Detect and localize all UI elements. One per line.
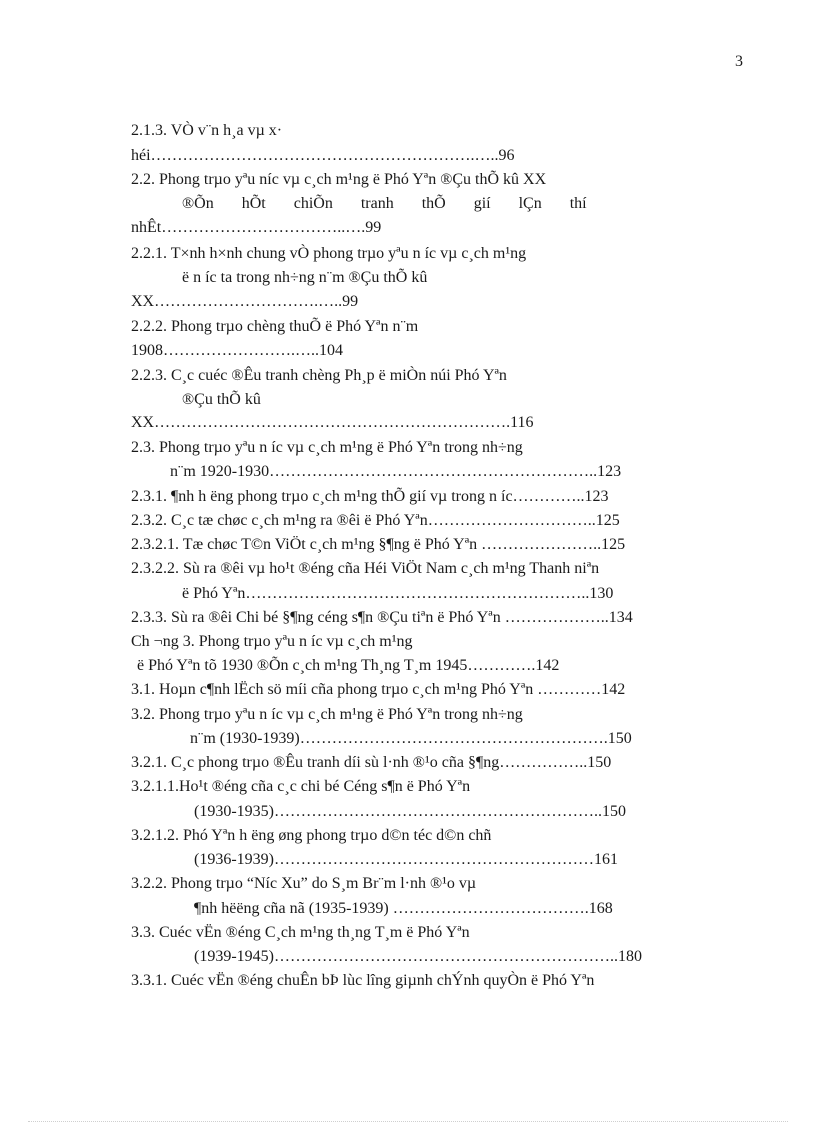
toc-line: héi…………………………………………………….…..96 [131,147,515,164]
toc-line: XX………………………….…..99 [131,293,359,310]
toc-line: 3.2.1.2. Phó Yªn h ëng øng phong trµo d©n téc d©n chñ [131,827,492,844]
toc-line: 3.3.1. Cuéc vËn ®éng chuÊn bÞ lùc lîng giµnh chÝnh quyÒn ë Phó Yªn [131,972,595,989]
toc-line: ë n íc ta trong nh÷ng n¨m ®Çu thÕ kû [182,269,428,286]
toc-line: 3.2.1.1.Ho¹t ®éng cña c¸c chi bé Céng s¶n ë Phó Yªn [131,778,471,795]
toc-line: 2.3.2.2. Sù ra ®êi vµ ho¹t ®éng cña Héi ViÖt Nam c¸ch m¹ng Thanh niªn [131,560,600,577]
toc-line: ë Phó Yªn tõ 1930 ®Õn c¸ch m¹ng Th¸ng T¸m 1945………….142 [137,657,560,674]
toc-line: 3.2. Phong trµo yªu n íc vµ c¸ch m¹ng ë Phó Yªn trong nh÷ng [131,706,523,723]
toc-line: 3.3. Cuéc vËn ®éng C¸ch m¹ng th¸ng T¸m ë Phó Yªn [131,924,470,941]
toc-line: 2.1.3. VÒ v¨n h¸a vµ x· [131,122,283,139]
toc-line: ë Phó Yªn………………………………………………………..130 [182,585,614,602]
toc-line: 2.3.2. C¸c tæ chøc c¸ch m¹ng ra ®êi ë Phó Yªn…………………………..125 [131,512,620,529]
toc-line: n¨m 1920-1930……………………………………………………..123 [170,463,622,480]
toc-line: nhÊt……………………………..….99 [131,219,382,236]
toc-line: 2.2.3. C¸c cuéc ®Êu tranh chèng Ph¸p ë miÒn núi Phó Yªn [131,367,507,384]
toc-line: 2.2.2. Phong trµo chèng thuÕ ë Phó Yªn n¨m [131,318,419,335]
toc-line: 3.2.2. Phong trµo “Níc Xu” do S¸m Br¨m l·nh ®¹o vµ [131,875,477,892]
toc-line: ¶nh hëëng cña nã (1935-1939) ……………………………….168 [194,900,613,917]
page-bottom-border [28,1121,788,1122]
toc-line: ®Õn hÕt chiÕn tranh thÕ gií lÇn thí [182,195,587,212]
toc-line: (1939-1945)………………………………………………………..180 [194,948,642,965]
toc-line: 2.3.2.1. Tæ chøc T©n ViÖt c¸ch m¹ng §¶ng ë Phó Yªn …………………..125 [131,536,626,553]
toc-line: XX………………………………………………………….116 [131,414,534,431]
toc-line: (1936-1939)……………………………………………………161 [194,851,618,868]
toc-line: 3.2.1. C¸c phong trµo ®Êu tranh díi sù l·nh ®¹o cña §¶ng……………..150 [131,754,612,771]
toc-line: n¨m (1930-1939)………………………………………………….150 [190,730,632,747]
toc-line: (1930-1935)……………………………………………………..150 [194,803,626,820]
toc-line: 2.3.1. ¶nh h ëng phong trµo c¸ch m¹ng thÕ gií vµ trong n íc…………..123 [131,488,609,505]
toc-line: Ch ¬ng 3. Phong trµo yªu n íc vµ c¸ch m¹ng [131,633,413,650]
page-number: 3 [735,53,743,70]
toc-line: 1908…………………….…..104 [131,342,343,359]
toc-line: 3.1. Hoµn c¶nh lËch sö míi cña phong trµo c¸ch m¹ng Phó Yªn …………142 [131,681,626,698]
toc-line: 2.3.3. Sù ra ®êi Chi bé §¶ng céng s¶n ®Çu tiªn ë Phó Yªn ………………..134 [131,609,633,626]
toc-line: 2.3. Phong trµo yªu n íc vµ c¸ch m¹ng ë Phó Yªn trong nh÷ng [131,439,523,456]
toc-line: ®Çu thÕ kû [182,391,261,408]
toc-line: 2.2. Phong trµo yªu níc vµ c¸ch m¹ng ë Phó Yªn ®Çu thÕ kû XX [131,171,547,188]
toc-line: 2.2.1. T×nh h×nh chung vÒ phong trµo yªu n íc vµ c¸ch m¹ng [131,245,527,262]
